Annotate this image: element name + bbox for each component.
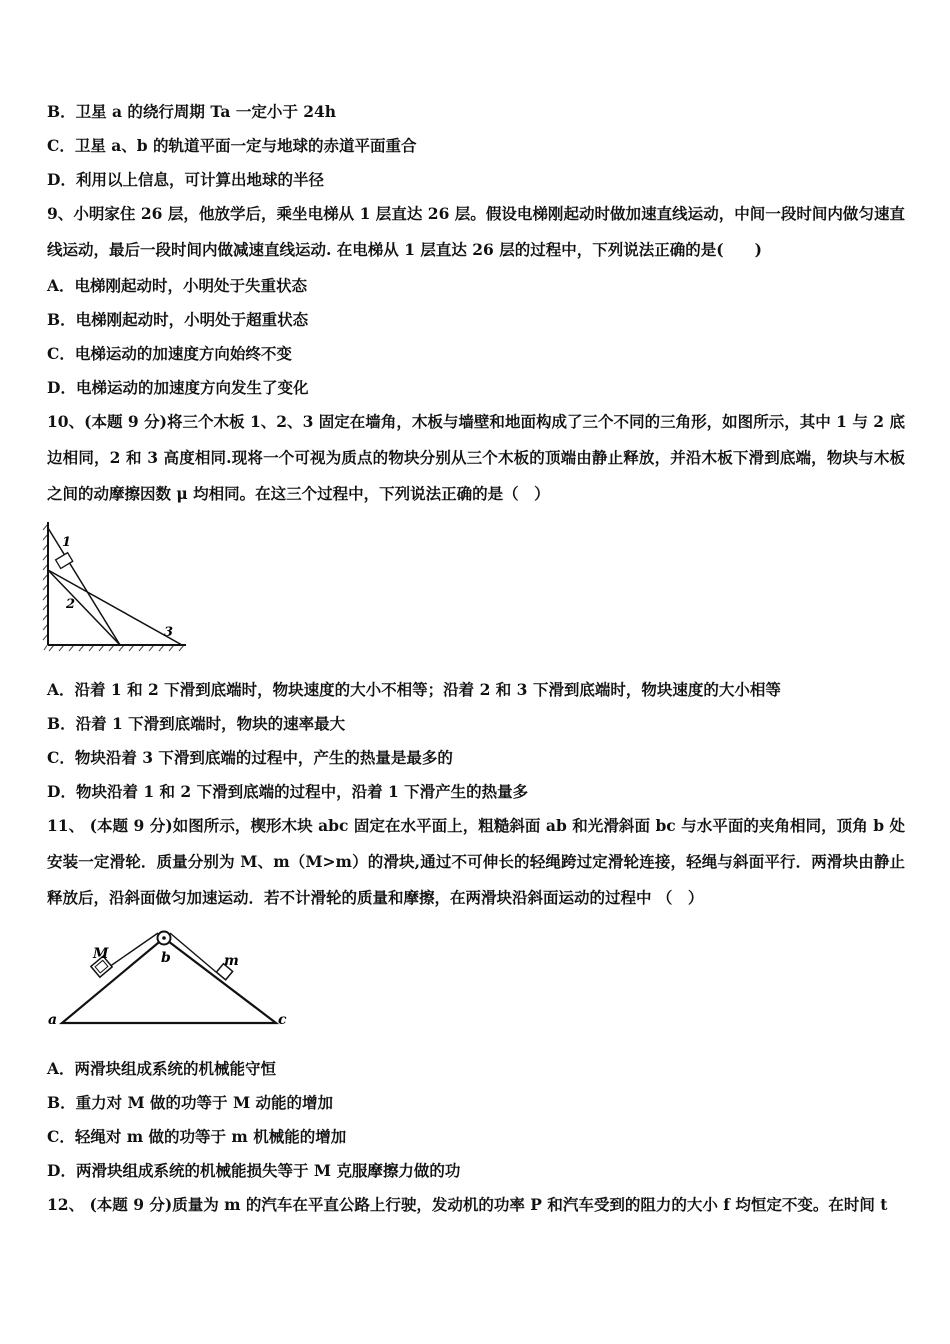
q9-option-b: B．电梯刚起动时，小明处于超重状态 xyxy=(47,310,309,329)
q8-option-d: D．利用以上信息，可计算出地球的半径 xyxy=(47,170,324,189)
label-c: c xyxy=(278,1012,287,1028)
board-2 xyxy=(48,570,120,645)
q11-option-c: C．轻绳对 m 做的功等于 m 机械能的增加 xyxy=(47,1127,347,1146)
q10-stem: 10、(本题 9 分)将三个木板 1、2、3 固定在墙角，木板与墙壁和地面构成了三个不同的三角形，如图所示，其中 1 与 2 底边相同，2 和 3 高度相同.现将一个可视为质点的物块分别从三个木板的顶端由静止释放，并沿木板下滑到底端，物块与木板之间的动摩擦因数 μ 均相同。在这三个过程中，下列说法正确的是（ ） xyxy=(47,412,905,503)
q9-option-c: C．电梯运动的加速度方向始终不变 xyxy=(47,344,292,363)
q12-stem: 12、 (本题 9 分)质量为 m 的汽车在平直公路上行驶，发动机的功率 P 和汽车受到的阻力的大小 f 均恒定不变。在时间 t xyxy=(47,1195,888,1214)
q10-option-b: B．沿着 1 下滑到底端时，物块的速率最大 xyxy=(47,714,346,733)
q11-option-d: D．两滑块组成系统的机械能损失等于 M 克服摩擦力做的功 xyxy=(47,1161,461,1180)
rope-right xyxy=(170,933,216,972)
q9-option-a: A．电梯刚起动时，小明处于失重状态 xyxy=(47,276,308,295)
q9-option-d: D．电梯运动的加速度方向发生了变化 xyxy=(47,378,309,397)
label-M: M xyxy=(93,946,109,962)
board-2-label: 2 xyxy=(66,597,76,612)
q10-option-d: D．物块沿着 1 和 2 下滑到底端的过程中，沿着 1 下滑产生的热量多 xyxy=(47,782,529,801)
pulley-axle xyxy=(162,936,166,940)
q8-option-c: C．卫星 a、b 的轨道平面一定与地球的赤道平面重合 xyxy=(47,136,417,155)
q11-stem: 11、 (本题 9 分)如图所示，楔形木块 abc 固定在水平面上，粗糙斜面 ab 和光滑斜面 bc 与水平面的夹角相同，顶角 b 处安装一定滑轮．质量分别为 M、m（M>m）的滑块,通过不可伸长的轻绳跨过定滑轮连接，轻绳与斜面平行．两滑块由静止释放后，沿斜面做匀加速运动．若不计滑轮的质量和摩擦，在两滑块沿斜面运动的过程中 （ ） xyxy=(47,816,905,907)
block xyxy=(56,553,73,569)
label-a: a xyxy=(48,1012,58,1028)
board-3-label: 3 xyxy=(164,625,174,640)
q11-option-a: A．两滑块组成系统的机械能守恒 xyxy=(47,1059,277,1078)
q11-wedge-figure xyxy=(40,920,300,1030)
q8-option-b: B．卫星 a 的绕行周期 Ta 一定小于 24h xyxy=(47,102,337,121)
q9-stem: 9、小明家住 26 层，他放学后，乘坐电梯从 1 层直达 26 层。假设电梯刚起动时做加速直线运动，中间一段时间内做匀速直线运动，最后一段时间内做减速直线运动. 在电梯从 1 层直达 26 层的过程中，下列说法正确的是( ) xyxy=(47,204,905,259)
board-1 xyxy=(48,528,120,645)
board-1-label: 1 xyxy=(62,535,72,550)
label-b: b xyxy=(161,950,171,966)
q10-incline-figure xyxy=(40,518,190,653)
label-m: m xyxy=(224,953,239,969)
q11-option-b: B．重力对 M 做的功等于 M 动能的增加 xyxy=(47,1093,334,1112)
q10-option-a: A．沿着 1 和 2 下滑到底端时，物块速度的大小不相等；沿着 2 和 3 下滑到底端时，物块速度的大小相等 xyxy=(47,680,781,699)
q10-option-c: C．物块沿着 3 下滑到底端的过程中，产生的热量是最多的 xyxy=(47,748,453,767)
